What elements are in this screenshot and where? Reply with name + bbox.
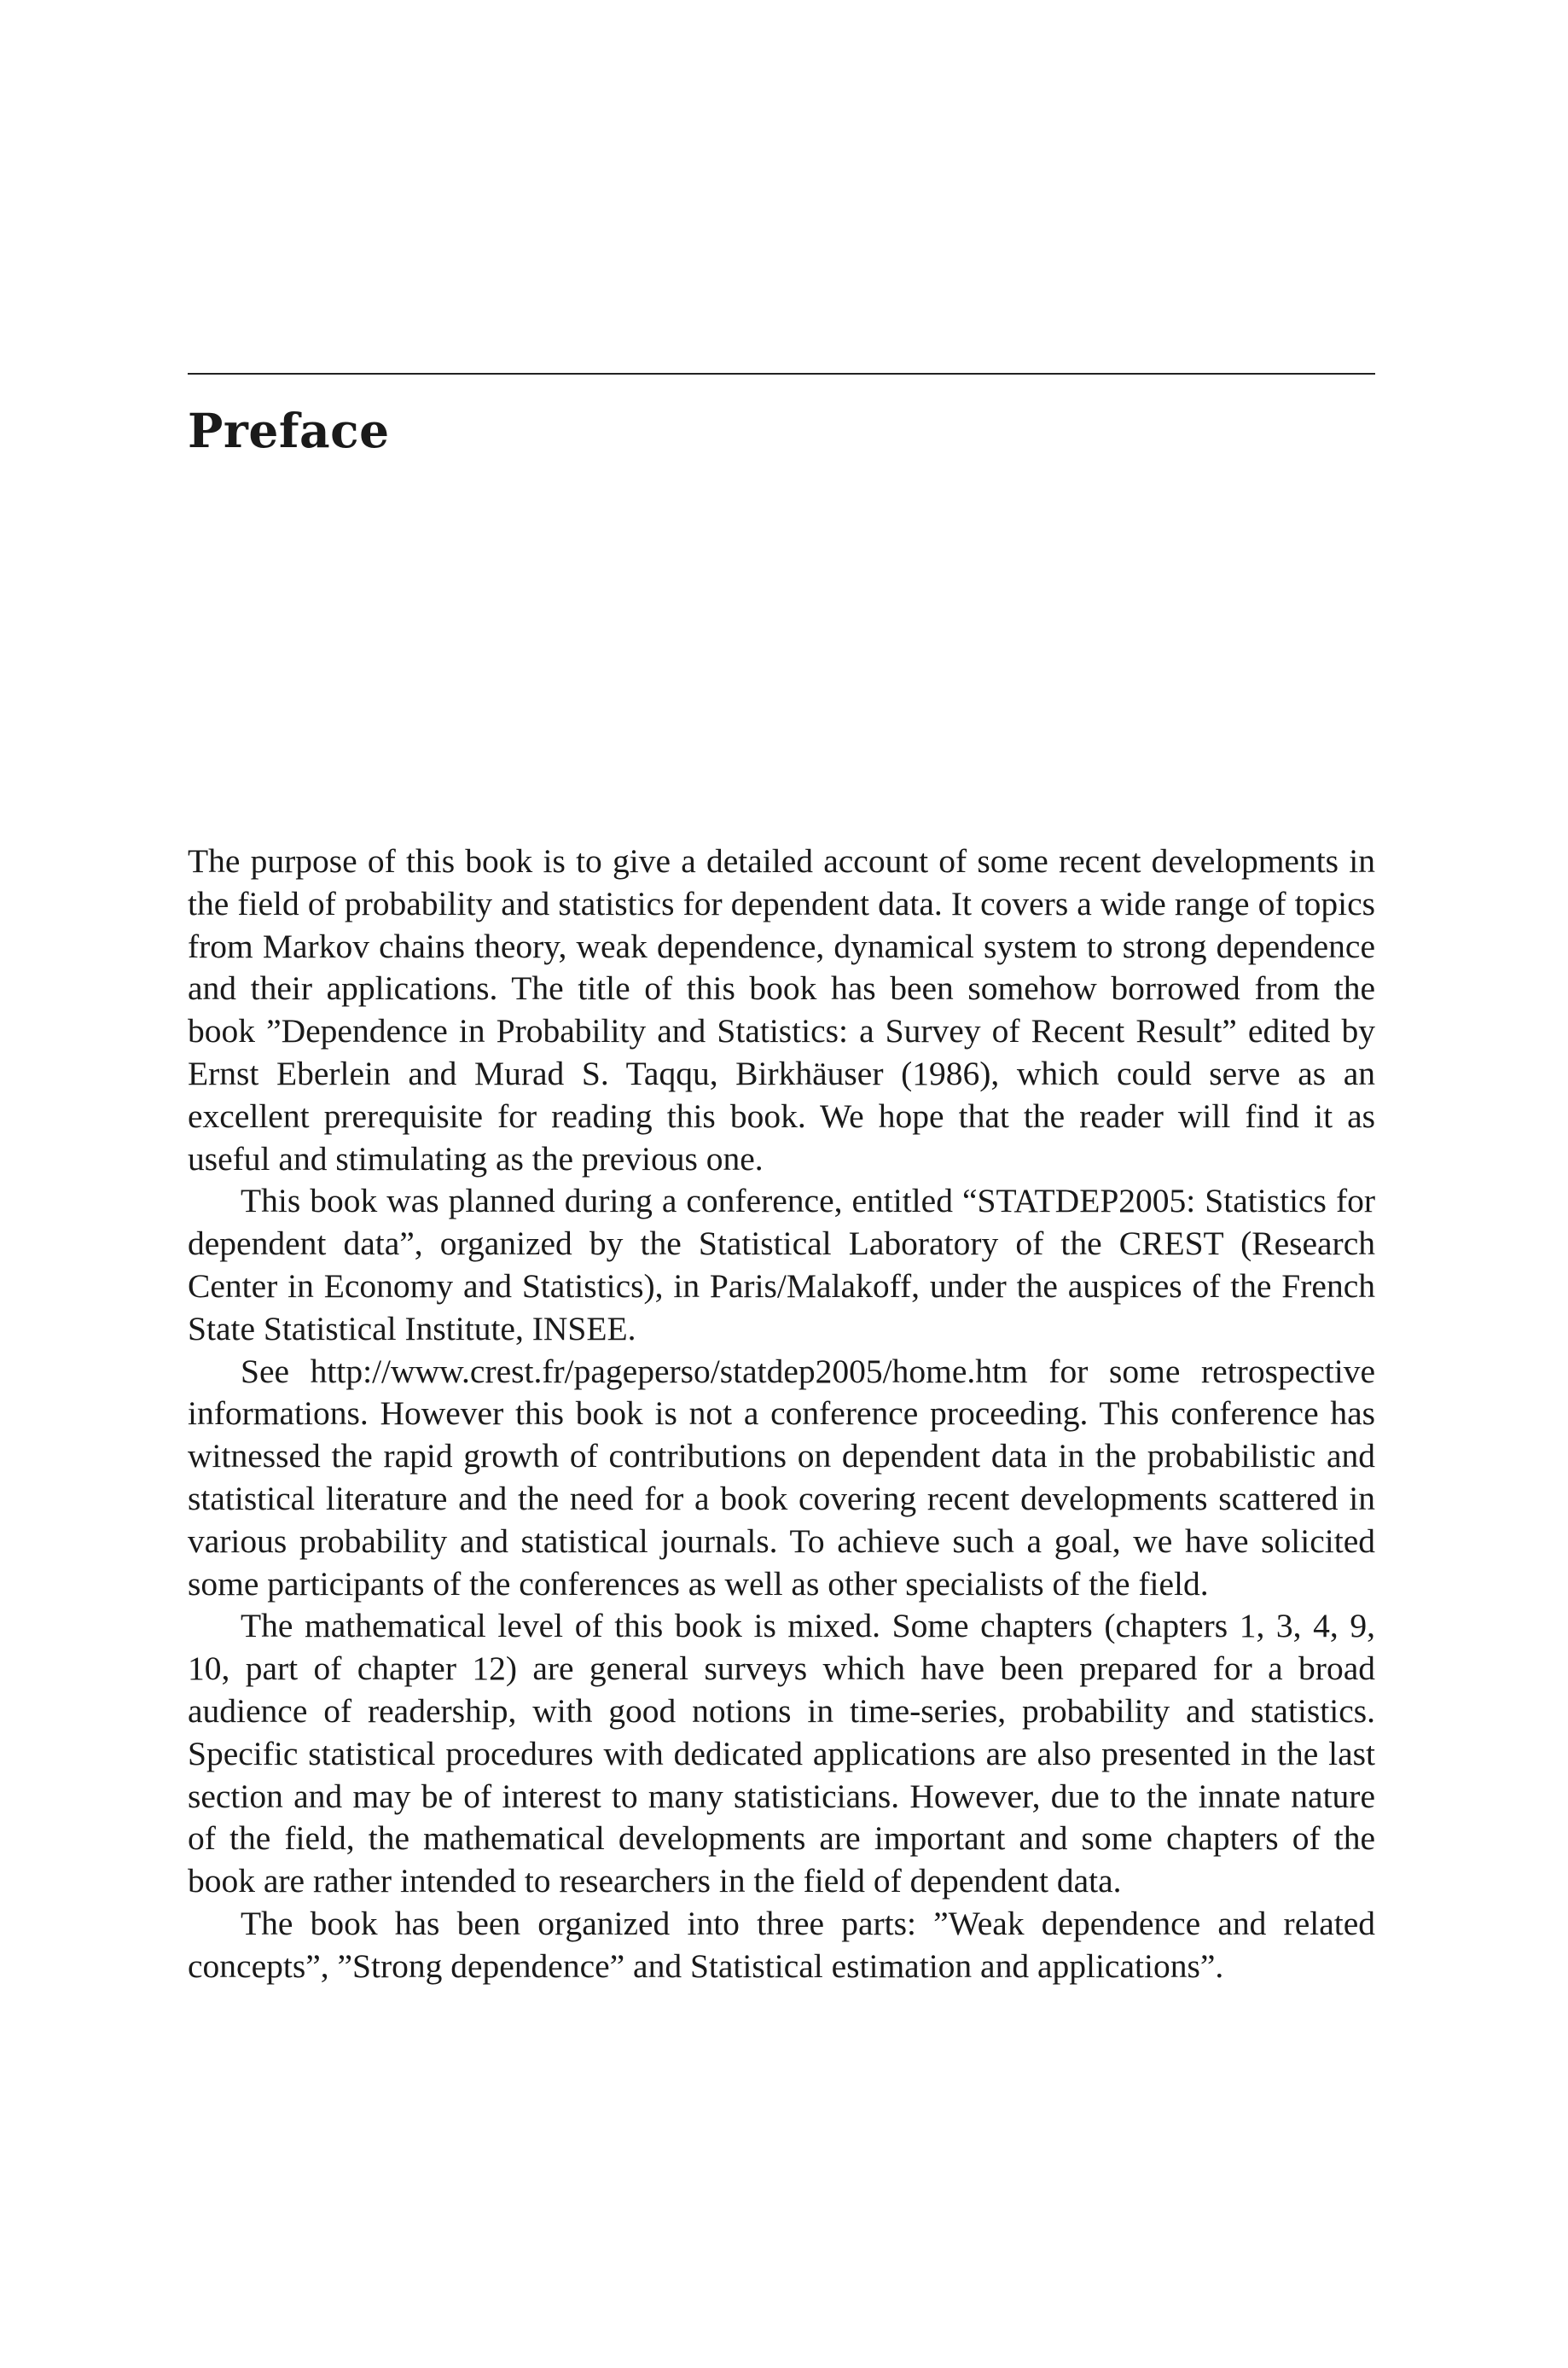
paragraph-website: See http://www.crest.fr/pageperso/statdep2005/home.htm for some retrospective informations. However this book is not a conference proceeding. This conference has witnessed the rapid growth of contributions on dependent data in the probabilistic and statistical literature and the need for a book covering recent developments scattered in various probability and statistical journals. To achieve such a goal, we have solicited some participants of the conferences as well as other specialists of the field.: [188, 1352, 1375, 1603]
paragraph-organization: The book has been organized into three parts: ”Weak dependence and related concepts”, ”Strong dependence” and Statistical estimation and applications”.: [188, 1904, 1375, 1985]
paragraph-conference: This book was planned during a conference, entitled “STATDEP2005: Statistics for dependent data”, organized by the Statistical Laboratory of the CREST (Research Center in Economy and Statistics), in Paris/Malakoff, under the auspices of the French State Statistical Institute, INSEE.: [188, 1182, 1375, 1347]
paragraph-mathematical-level: The mathematical level of this book is mixed. Some chapters (chapters 1, 3, 4, 9, 10, part of chapter 12) are general surveys which have been prepared for a broad audience of readership, with good notions in time-series, probability and statistics. Specific statistical procedures with dedicated applications are also presented in the last section and may be of interest to many statisticians. However, due to the innate nature of the field, the mathematical developments are important and some chapters of the book are rather intended to researchers in the field of dependent data.: [188, 1607, 1375, 1900]
paragraph-purpose: The purpose of this book is to give a detailed account of some recent developments in the field of probability and statistics for dependent data. It covers a wide range of topics from Markov chains theory, weak dependence, dynamical system to strong dependence and their applications. The title of this book has been somehow borrowed from the book ”Dependence in Probability and Statistics: a Survey of Recent Result” edited by Ernst Eberlein and Murad S. Taqqu, Birkhäuser (1986), which could serve as an excellent prerequisite for reading this book. We hope that the reader will find it as useful and stimulating as the previous one.: [188, 842, 1375, 1178]
chapter-top-rule: [188, 373, 1375, 375]
preface-body: [188, 841, 1375, 1988]
chapter-title: Preface: [188, 403, 390, 458]
